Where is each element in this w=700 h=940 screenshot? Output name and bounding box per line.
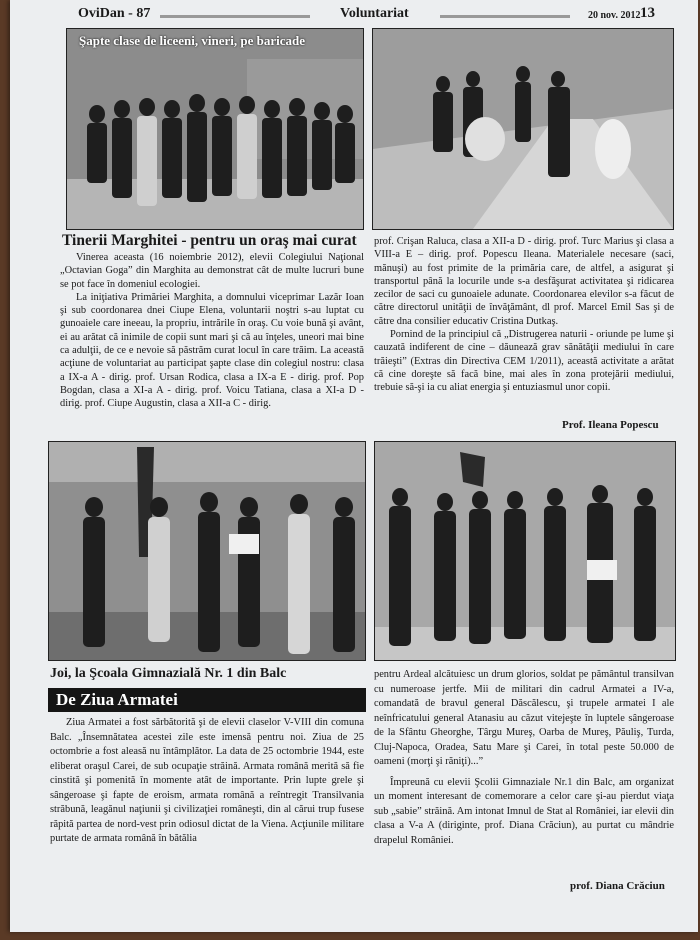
page-number: 13	[640, 5, 655, 21]
page-header	[10, 2, 698, 24]
article1-paragraph-4: Pornind de la principiul că „Distrugerea naturii - oriunde pe lume şi cauzată indiferent de cine – dăunează grav sănătăţii mediului în care trăieşti” (Extras din Directiva CEM 1/2011), această activitate a arătat că cine doreşte să facă bine, mai ales în zona protejării mediului, trebuie să-şi ia cu aliat energia şi entuziasmul unor copii.	[374, 329, 674, 394]
article1-paragraph-3: prof. Crişan Raluca, clasa a XII-a D - dirig. prof. Turc Marius şi clasa a VIII-a E – dirig. prof. Popescu Ileana. Materialele necesare (saci, mănuşi) au fost primite de la primăria care, de altfel, a asigurat şi transportul până la locurile unde s-a desfăşurat activitatea şi ridicarea zecilor de saci cu gunoaiele adunate. Coordonarea elevilor s-a făcut de către directorul unităţii de învăţământ, dl prof. Marcel Emil Sas şi de către dna consilier educativ Cristina Dutkaş.	[374, 236, 674, 327]
photo-cleanup	[372, 28, 674, 230]
article1-title: Tinerii Marghitei - pentru un oraş mai curat	[62, 232, 357, 249]
article1-left-column	[60, 251, 364, 411]
uniform-image	[375, 442, 675, 660]
newspaper-page	[10, 0, 698, 932]
article2-paragraph-1: Ziua Armatei a fost sărbătorită şi de elevii claselor V-VIII din comuna Balc. „Însemnătatea acestei zile este imensă pentru noi. Ziua de 25 octombrie a fost aleasă nu întâmplător. La data de 25 octombrie 1944, este eliberat oraşul Carei, de sub ocupaţie străină. Armata română merită să fie cinstită şi pomenită în momente atât de importante. Prin lupte grele şi sângeroase şi fapte de eroism, armata română a reîntregit Transilvania străbună, leagănul naţiunii şi civilizaţiei româneşti, din al cărui trup fusese răpită partea de nord-vest prin odiosul dictat de la Viena. Acţiunile militare purtate de armata română în bătălia	[50, 717, 364, 844]
photo-students-uniform	[374, 441, 676, 661]
article1-paragraph-1: Vinerea aceasta (16 noiembrie 2012), elevii Colegiului Naţional „Octavian Goga” din Marghita au demonstrat cât de multe lucruri bune se pot face în domeniul ecologiei.	[60, 252, 364, 290]
article1-paragraph-2: La iniţiativa Primăriei Marghita, a domnului viceprimar Lazăr Ioan şi sub coordonarea dnei Ciupe Elena, voluntarii noştri s-au luptat cu gunoaiele care ineeau, la propriu, intrările în oraş. Cu voie bună şi avânt, ei au arătat că inimile de copii sunt mari şi că au înţeles, uneori mai bine ca adulţii, de ce e nevoie să păstrăm curat locul în care trăim. La această acţiune de voluntariat au participat şapte clase din colegiul nostru: clasa a IX-a A - dirig. prof. Ursan Rodica, clasa a IX-a E - dirig. prof. Pop Bogdan, clasa a XI-a A - dirig. prof. Voicu Tatiana, clasa a XI-a D - dirig. prof. Ciupe Augustin, clasa a XII-a C - dirig.	[60, 291, 364, 410]
header-rule-left	[160, 15, 310, 18]
photo-students-group	[66, 28, 364, 230]
cleanup-image	[373, 29, 673, 229]
issue-date: 20 nov. 2012	[588, 10, 641, 21]
publication-name: OviDan - 87	[78, 6, 151, 21]
photo1-caption: Şapte clase de liceeni, vineri, pe baricade	[79, 33, 306, 48]
article2-author: prof. Diana Crăciun	[570, 880, 665, 892]
article1-right-column	[374, 235, 674, 395]
students-group-image	[67, 29, 363, 229]
article2-paragraph-3: Împreună cu elevii Şcolii Gimnaziale Nr.1 din Balc, am organizat un moment interesant de comemorare a celor care şi-au pierdut viaţa sub „sabie” străină. Am intonat Imnul de Stat al României, iar elevii din clasa a V-a A (diriginte, prof. Diana Crăciun), au purtat cu mândrie drapelul României.	[374, 776, 674, 846]
article2-left-column	[50, 716, 364, 847]
photo-students-ceremony	[48, 441, 366, 661]
article1-author: Prof. Ileana Popescu	[562, 419, 659, 431]
ceremony-image	[49, 442, 365, 660]
header-rule-right	[440, 15, 570, 18]
section-name: Voluntariat	[340, 6, 409, 21]
article2-paragraph-2: pentru Ardeal alcătuiesc un drum glorios, soldat pe pământul transilvan cu numeroase jertfe. Mii de militari din cadrul Armatei a IV-a, comandată de bravul general Dăscălescu, şi trupele armatei I ale neînfricatului general Atanasiu au căzut vitejeşte în luptele sângeroase de la Sfântu Gheorghe, Târgu Mureş, Oarba de Mureş, Păuliş, Turda, Cluj-Napoca, Oradea, Satu Mare şi Carei, în total peste 50.000 de oameni (morţi şi răniţi)...”	[374, 669, 674, 767]
article2-kicker: Joi, la Şcoala Gimnazială Nr. 1 din Balc	[50, 666, 287, 681]
article2-right-column	[374, 668, 674, 848]
article2-title: De Ziua Armatei	[48, 688, 366, 712]
